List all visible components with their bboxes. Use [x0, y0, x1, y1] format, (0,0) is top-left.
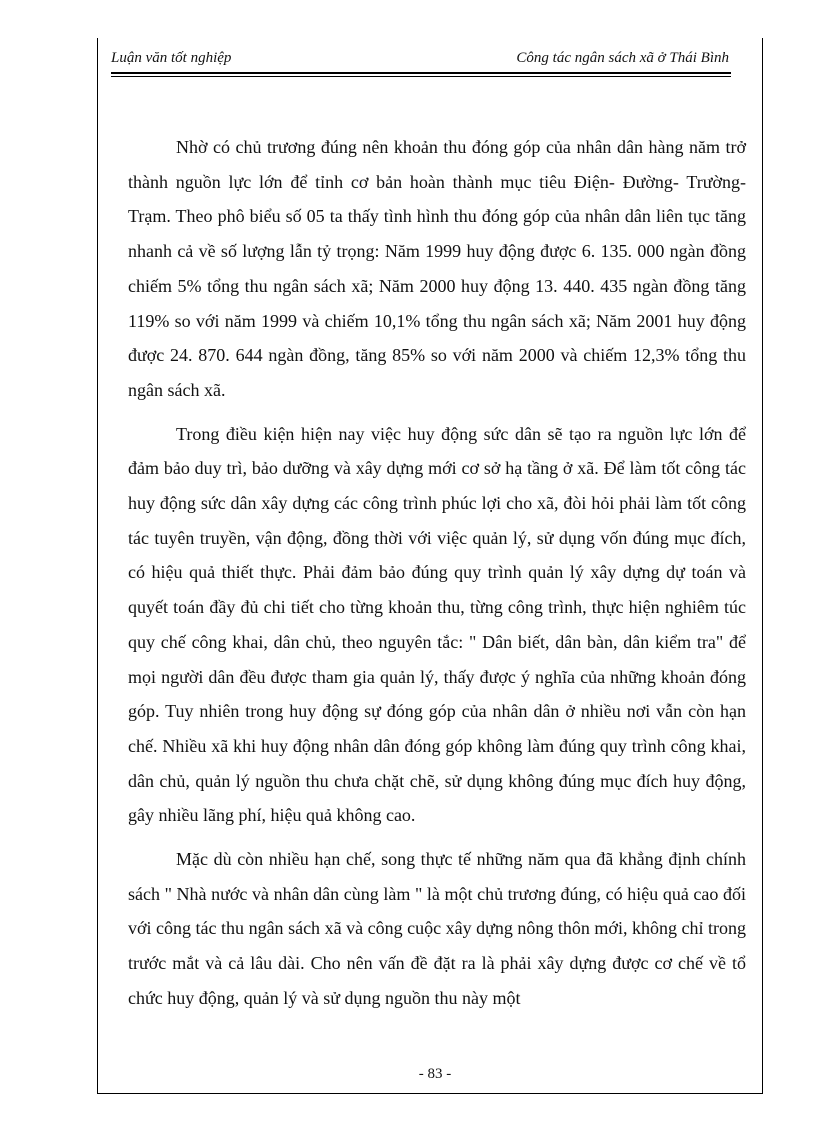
- paragraph-contributions: Nhờ có chủ trương đúng nên khoản thu đóng góp của nhân dân hàng năm trở thành nguồn lực lớn để tỉnh cơ bản hoàn thành mục tiêu Điện- Đường- Trường- Trạm. Theo phô biểu số 05 ta thấy tình hình thu đóng góp của nhân dân liên tục tăng nhanh cả về số lượng lẫn tỷ trọng: Năm 1999 huy động được 6. 135. 000 ngàn đồng chiếm 5% tổng thu ngân sách xã; Năm 2000 huy động 13. 440. 435 ngàn đồng tăng 119% so với năm 1999 và chiếm 10,1% tổng thu ngân sách xã; Năm 2001 huy động được 24. 870. 644 ngàn đồng, tăng 85% so với năm 2000 và chiếm 12,3% tổng thu ngân sách xã.: [128, 137, 746, 400]
- body-text: [128, 130, 746, 1016]
- header-rule-thin: [111, 76, 731, 77]
- paragraph-mobilization: Trong điều kiện hiện nay việc huy động sức dân sẽ tạo ra nguồn lực lớn để đảm bảo duy trì, bảo dưỡng và xây dựng mới cơ sở hạ tầng ở xã. Để làm tốt công tác huy động sức dân xây dựng các công trình phúc lợi cho xã, đòi hỏi phải làm tốt công tác tuyên truyền, vận động, đồng thời với việc quản lý, sử dụng vốn đúng mục đích, có hiệu quả thiết thực. Phải đảm bảo đúng quy trình quản lý xây dựng dự toán và quyết toán đầy đủ chi tiết cho từng khoản thu, từng công trình, thực hiện nghiêm túc quy chế công khai, dân chủ, theo nguyên tắc: " Dân biết, dân bàn, dân kiểm tra" để mọi người dân đều được tham gia quản lý, thấy được ý nghĩa của những khoản đóng góp. Tuy nhiên trong huy động sự đóng góp của nhân dân ở nhiều nơi vẫn còn hạn chế. Nhiều xã khi huy động nhân dân đóng góp không làm đúng quy trình công khai, dân chủ, quản lý nguồn thu chưa chặt chẽ, sử dụng không đúng mục đích huy động, gây nhiều lãng phí, hiệu quả không cao.: [128, 423, 746, 826]
- page-border-left: [97, 38, 98, 1093]
- page-border-right: [762, 38, 763, 1093]
- page-border-bottom: [97, 1093, 763, 1094]
- header-rule-thick: [111, 72, 731, 74]
- paragraph-policy: Mặc dù còn nhiều hạn chế, song thực tế những năm qua đã khẳng định chính sách " Nhà nước và nhân dân cùng làm " là một chủ trương đúng, có hiệu quả cao đối với công tác thu ngân sách xã và công cuộc xây dựng nông thôn mới, không chỉ trong trước mắt và cả lâu dài. Cho nên vấn đề đặt ra là phải xây dựng được cơ chế về tổ chức huy động, quản lý và sử dụng nguồn thu này một: [128, 849, 746, 1008]
- page-number: - 83 -: [418, 1066, 452, 1082]
- header-document-type: Luận văn tốt nghiệp: [111, 50, 232, 66]
- page-header: [111, 50, 729, 70]
- header-document-title: Công tác ngân sách xã ở Thái Bình: [516, 50, 729, 66]
